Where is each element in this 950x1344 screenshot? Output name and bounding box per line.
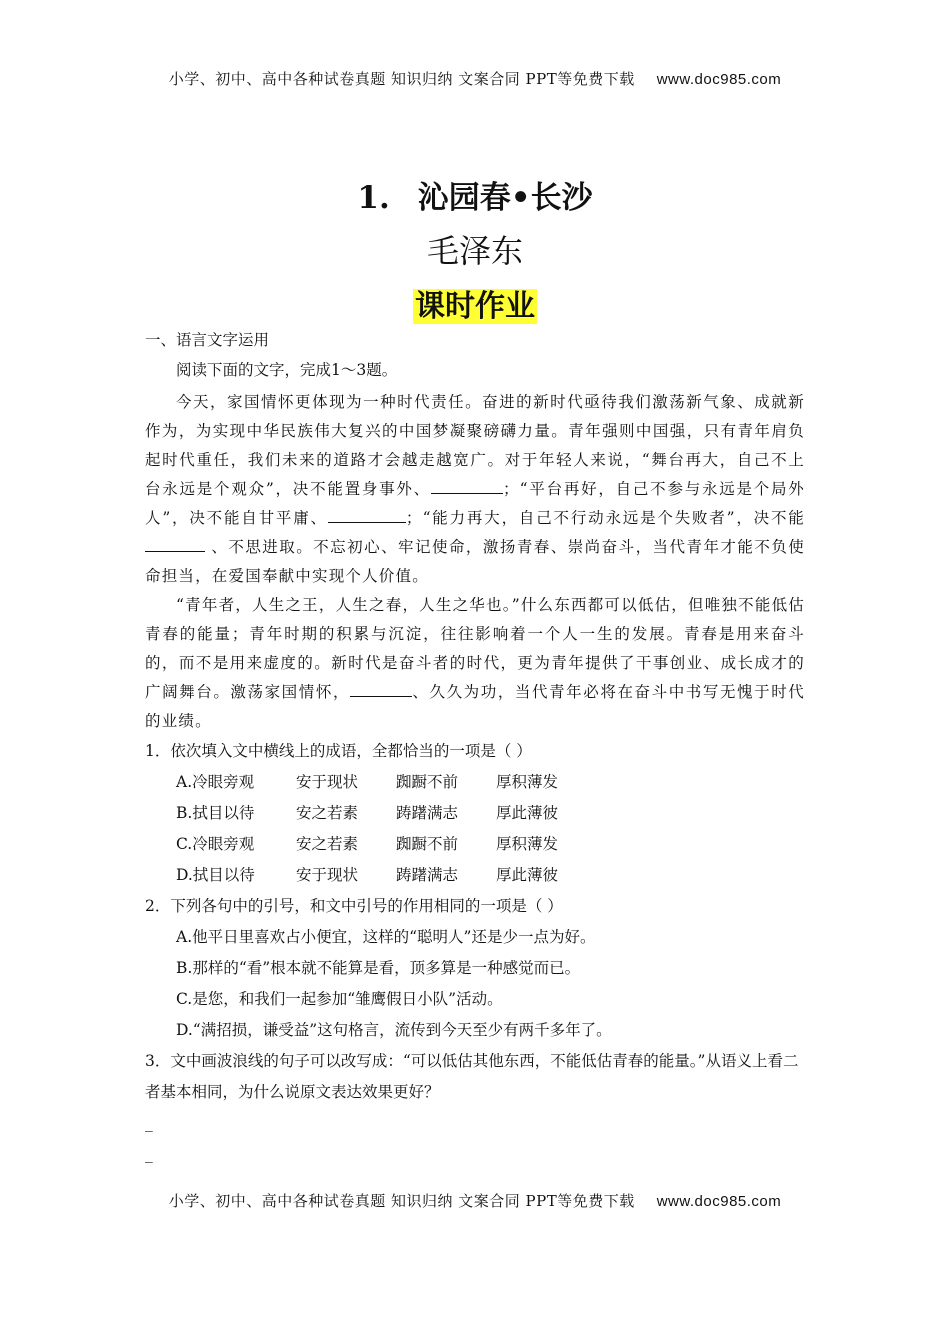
blank-2	[328, 507, 406, 524]
option-cell: 厚此薄彼	[496, 866, 559, 884]
option-cell: 厚积薄发	[496, 773, 559, 791]
section-heading: 一、语言文字运用	[145, 331, 270, 349]
q2-option-c[interactable]: C.是您，和我们一起参加“雏鹰假日小队”活动。	[176, 990, 503, 1008]
subtitle	[0, 281, 950, 325]
answer-line-2[interactable]: _	[145, 1145, 153, 1163]
author: 毛泽东	[426, 232, 523, 270]
q2-option-b[interactable]: B.那样的“看”根本就不能算是看，顶多算是一种感觉而已。	[176, 959, 581, 977]
option-cell: A.冷眼旁观	[176, 773, 255, 791]
q2-option-a[interactable]: A.他平日里喜欢占小便宜，这样的“聪明人”还是少一点为好。	[176, 928, 596, 946]
answer-line-1[interactable]: _	[145, 1114, 153, 1132]
q1-option-d[interactable]	[176, 860, 805, 891]
instruction: 阅读下面的文字，完成1～3题。	[176, 361, 398, 379]
option-cell: C.冷眼旁观	[176, 835, 255, 853]
content	[145, 328, 805, 1170]
question-3-stem: 3．文中画波浪线的句子可以改写成：“可以低估其他东西，不能低估青春的能量。”从语义上看二者基本相同，为什么说原文表达效果更好？	[145, 1052, 799, 1101]
para2-text-b: 、久久为功，当代青年必将在奋斗中书写无愧于时代的业绩。	[145, 683, 805, 730]
header-site[interactable]: www.doc985.com	[656, 71, 782, 88]
footer-site[interactable]: www.doc985.com	[656, 1193, 782, 1210]
para1-text-c: ；“能力再大，自己不行动永远是个失败者”，决不能	[405, 509, 806, 527]
lesson-name: 沁园春•长沙	[417, 180, 593, 216]
option-cell: 厚积薄发	[496, 835, 559, 853]
q2-option-d[interactable]: D.“满招损，谦受益”这句格言，流传到今天至少有两千多年了。	[176, 1021, 612, 1039]
question-2-options	[145, 922, 805, 1046]
passage-paragraph-1	[145, 388, 805, 591]
page-header	[0, 68, 950, 89]
option-cell: B.拭目以待	[176, 804, 255, 822]
q1-option-b[interactable]	[176, 798, 805, 829]
para1-text-b: ；“平台再好，自己不参与永远是个局外人”，决不能自甘平庸、	[145, 480, 806, 527]
option-cell: D.拭目以待	[176, 866, 255, 884]
page-footer	[0, 1190, 950, 1211]
option-cell: 厚此薄彼	[496, 804, 559, 822]
blank-1	[431, 478, 503, 495]
option-cell: 安之若素	[296, 835, 359, 853]
header-text: 小学、初中、高中各种试卷真题 知识归纳 文案合同 PPT等免费下载	[168, 70, 635, 88]
para2-text-a: “青年者，人生之王，人生之春，人生之华也。”什么东西都可以低估，但唯独不能低估青春的能量；青年时期的积累与沉淀，往往影响着一个人一生的发展。青春是用来奋斗的，而不是用来虚度的。新时代是奋斗者的时代，更为青年提供了干事创业、成长成才的广阔舞台。激荡家国情怀，	[145, 596, 805, 701]
lesson-number: 1.	[357, 180, 390, 216]
para1-text-d: 、不思进取。不忘初心、牢记使命，激扬青春、崇尚奋斗，当代青年才能不负使命担当，在爱国奉献中实现个人价值。	[145, 538, 805, 585]
q1-option-c[interactable]	[176, 829, 805, 860]
footer-text: 小学、初中、高中各种试卷真题 知识归纳 文案合同 PPT等免费下载	[168, 1192, 635, 1210]
blank-3	[145, 536, 205, 553]
option-cell: 安之若素	[296, 804, 359, 822]
q1-option-a[interactable]	[176, 767, 805, 798]
question-1-options	[145, 767, 805, 891]
subtitle-highlight: 课时作业	[415, 289, 535, 324]
option-cell: 踌躇满志	[396, 804, 459, 822]
option-cell: 安于现状	[296, 866, 359, 884]
option-cell: 安于现状	[296, 773, 359, 791]
question-2-stem: 2．下列各句中的引号，和文中引号的作用相同的一项是（ ）	[145, 897, 563, 915]
option-cell: 踌躇满志	[396, 866, 459, 884]
passage-paragraph-2	[145, 591, 805, 736]
option-cell: 踟蹰不前	[396, 773, 459, 791]
para1-text-a: 今天，家国情怀更体现为一种时代责任。奋进的新时代亟待我们激荡新气象、成就新作为，为实现中华民族伟大复兴的中国梦凝聚磅礴力量。青年强则中国强，只有青年肩负起时代重任，我们未来的道路才会越走越宽广。对于年轻人来说，“舞台再大，自己不上台永远是个观众”，决不能置身事外、	[145, 393, 805, 498]
option-cell: 踟蹰不前	[396, 835, 459, 853]
blank-4	[350, 681, 412, 698]
lesson-title	[0, 172, 950, 217]
question-1-stem: 1．依次填入文中横线上的成语，全都恰当的一项是（ ）	[145, 742, 532, 760]
